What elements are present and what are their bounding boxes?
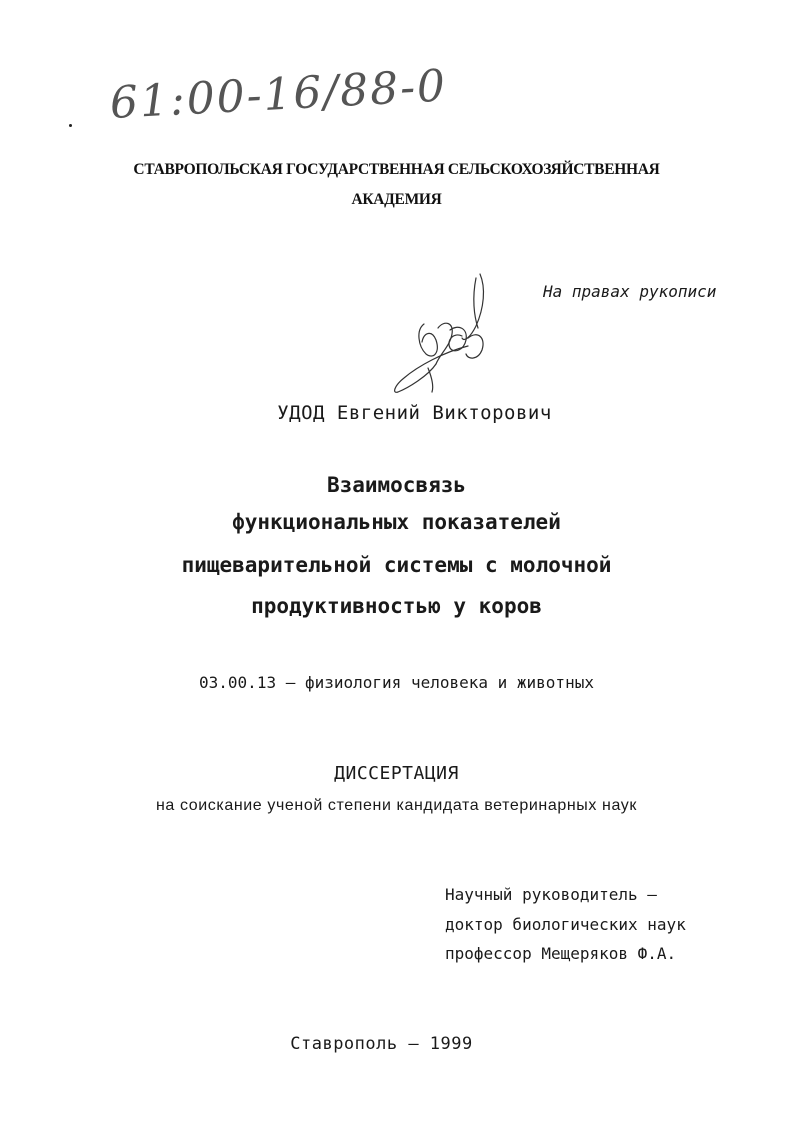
thesis-title-line-2: функциональных показателей <box>232 510 561 534</box>
thesis-title-line-3: пищеварительной системы с молочной <box>181 553 612 577</box>
dissertation-heading: ДИССЕРТАЦИЯ <box>334 763 459 784</box>
author-name: УДОД Евгений Викторович <box>277 402 552 424</box>
thesis-title-line-4: продуктивностью у коров <box>251 594 542 618</box>
supervisor-line-3: профессор Мещеряков Ф.А. <box>445 944 677 963</box>
thesis-title-line-1: Взаимосвязь <box>326 473 467 497</box>
archive-code-handwritten: 61:00-16/88-0 <box>108 60 449 129</box>
supervisor-line-2: доктор биологических наук <box>445 915 686 934</box>
stray-dot-mark <box>69 124 72 127</box>
manuscript-rights-note: На правах рукописи <box>543 282 717 301</box>
specialty-code: 03.00.13 – физиология человека и животных <box>199 673 594 692</box>
place-and-year: Ставрополь – 1999 <box>290 1034 473 1054</box>
author-signature <box>388 268 498 408</box>
institution-name-line-1: СТАВРОПОЛЬСКАЯ ГОСУДАРСТВЕННАЯ СЕЛЬСКОХОЗЯЙСТВЕННАЯ <box>133 161 660 178</box>
institution-name-line-2: АКАДЕМИЯ <box>351 191 442 208</box>
supervisor-line-1: Научный руководитель – <box>445 885 657 904</box>
dissertation-degree-subtitle: на соискание ученой степени кандидата ветеринарных наук <box>155 797 637 814</box>
